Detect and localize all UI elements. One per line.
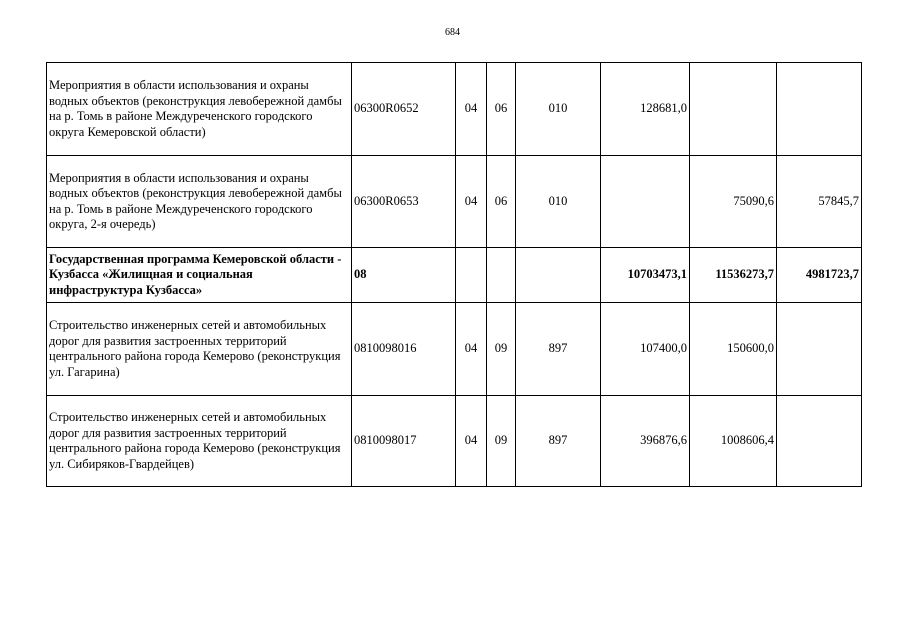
row-value-1: 107400,0 (601, 303, 690, 396)
row-value-3 (777, 396, 862, 487)
row-value-2: 1008606,4 (690, 396, 777, 487)
row-code: 08 (352, 248, 456, 303)
row-value-1: 396876,6 (601, 396, 690, 487)
row-subsection: 06 (487, 63, 516, 156)
row-type: 897 (516, 396, 601, 487)
row-subsection: 09 (487, 396, 516, 487)
row-name: Государственная программа Кемеровской области - Кузбасса «Жилищная и социальная инфраструктура Кузбасса» (47, 248, 352, 303)
row-value-2 (690, 63, 777, 156)
row-section: 04 (456, 396, 487, 487)
page-number: 684 (445, 27, 460, 38)
table-row (47, 396, 862, 487)
row-type: 010 (516, 156, 601, 248)
row-code: 06300R0653 (352, 156, 456, 248)
row-subsection: 09 (487, 303, 516, 396)
row-section (456, 248, 487, 303)
row-type (516, 248, 601, 303)
row-subsection: 06 (487, 156, 516, 248)
row-subsection (487, 248, 516, 303)
table-row-program (47, 248, 862, 303)
row-name: Мероприятия в области использования и охраны водных объектов (реконструкция левобережной дамбы на р. Томь в районе Междуреченского городского округа, 2-я очередь) (47, 156, 352, 248)
row-value-3 (777, 303, 862, 396)
row-name: Мероприятия в области использования и охраны водных объектов (реконструкция левобережной дамбы на р. Томь в районе Междуреченского городского округа Кемеровской области) (47, 63, 352, 156)
row-code: 06300R0652 (352, 63, 456, 156)
row-value-1: 128681,0 (601, 63, 690, 156)
row-code: 0810098016 (352, 303, 456, 396)
row-value-2: 150600,0 (690, 303, 777, 396)
row-value-1 (601, 156, 690, 248)
budget-table (46, 62, 862, 487)
row-name: Строительство инженерных сетей и автомобильных дорог для развития застроенных территорий центрального района города Кемерово (реконструкция ул. Сибиряков-Гвардейцев) (47, 396, 352, 487)
row-section: 04 (456, 156, 487, 248)
row-value-3: 4981723,7 (777, 248, 862, 303)
row-section: 04 (456, 303, 487, 396)
row-type: 010 (516, 63, 601, 156)
row-type: 897 (516, 303, 601, 396)
table-row (47, 156, 862, 248)
table-row (47, 63, 862, 156)
row-value-1: 10703473,1 (601, 248, 690, 303)
row-value-3: 57845,7 (777, 156, 862, 248)
row-value-3 (777, 63, 862, 156)
row-name: Строительство инженерных сетей и автомобильных дорог для развития застроенных территорий центрального района города Кемерово (реконструкция ул. Гагарина) (47, 303, 352, 396)
row-value-2: 75090,6 (690, 156, 777, 248)
row-value-2: 11536273,7 (690, 248, 777, 303)
row-code: 0810098017 (352, 396, 456, 487)
table-row (47, 303, 862, 396)
row-section: 04 (456, 63, 487, 156)
